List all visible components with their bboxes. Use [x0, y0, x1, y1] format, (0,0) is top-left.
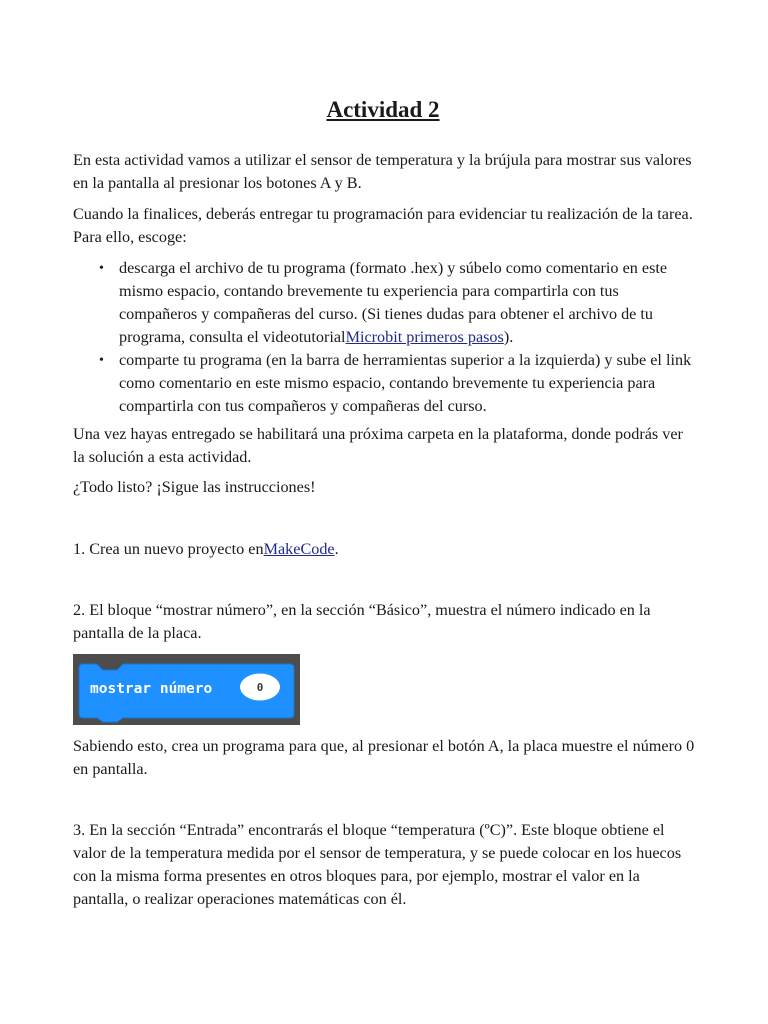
- intro-paragraph: En esta actividad vamos a utilizar el sensor de temperatura y la brújula para mostrar sus valores en la pantalla al presionar los botones A y B.: [73, 151, 692, 192]
- bullet-2-text: comparte tu programa (en la barra de herramientas superior a la izquierda) y sube el link como comentario en este mismo espacio, contando brevemente tu experiencia para compartirla con tus compañeros y compañeras del curso.: [119, 351, 692, 415]
- bullet-1-end: ).: [503, 328, 514, 346]
- delivered-paragraph: Una vez hayas entregado se habilitará una próxima carpeta en la plataforma, donde podrás ver la solución a esta actividad.: [73, 425, 683, 466]
- makecode-link[interactable]: MakeCode: [263, 540, 335, 558]
- finish-paragraph: Cuando la finalices, deberás entregar tu programación para evidenciar tu realización de la tarea. Para ello, escoge:: [73, 205, 693, 246]
- ready-paragraph: ¿Todo listo? ¡Sigue las instrucciones!: [73, 478, 316, 496]
- block-value: 0: [256, 681, 264, 694]
- mostrar-numero-block-image: [73, 654, 300, 725]
- options-list: [73, 257, 698, 418]
- step-3-paragraph: 3. En la sección “Entrada” encontrarás el bloque “temperatura (ºC)”. Este bloque obtiene el valor de la temperatura medida por el sensor de temperatura, y se puede colocar en los huecos con la misma forma presentes en otros bloques para, por ejemplo, mostrar el valor en la pantalla, o realizar operaciones matemáticas con él.: [73, 821, 682, 908]
- step-2-paragraph: 2. El bloque “mostrar número”, en la sección “Básico”, muestra el número indicado en la pantalla de la placa.: [73, 601, 651, 642]
- bullet-icon: •: [99, 353, 104, 368]
- list-item: [73, 349, 698, 418]
- bullet-icon: •: [99, 261, 104, 276]
- block-label: mostrar número: [90, 681, 213, 697]
- list-item: [73, 257, 698, 349]
- microbit-primeros-pasos-link[interactable]: Microbit primeros pasos: [345, 328, 504, 346]
- bullet-1-text: descarga el archivo de tu programa (formato .hex) y súbelo como comentario en este mismo espacio, contando brevemente tu experiencia para compartirla con tus compañeros y compañeras del curso. (Si tienes dudas para obtener el archivo de tu programa, consulta el videotutorial: [119, 259, 668, 346]
- page-title: Actividad 2: [326, 97, 440, 122]
- step-1-paragraph: [73, 538, 698, 561]
- step-1-text: 1. Crea un nuevo proyecto en: [73, 540, 264, 558]
- knowing-paragraph: Sabiendo esto, crea un programa para que, al presionar el botón A, la placa muestre el número 0 en pantalla.: [73, 737, 695, 778]
- step-1-end: .: [334, 540, 339, 558]
